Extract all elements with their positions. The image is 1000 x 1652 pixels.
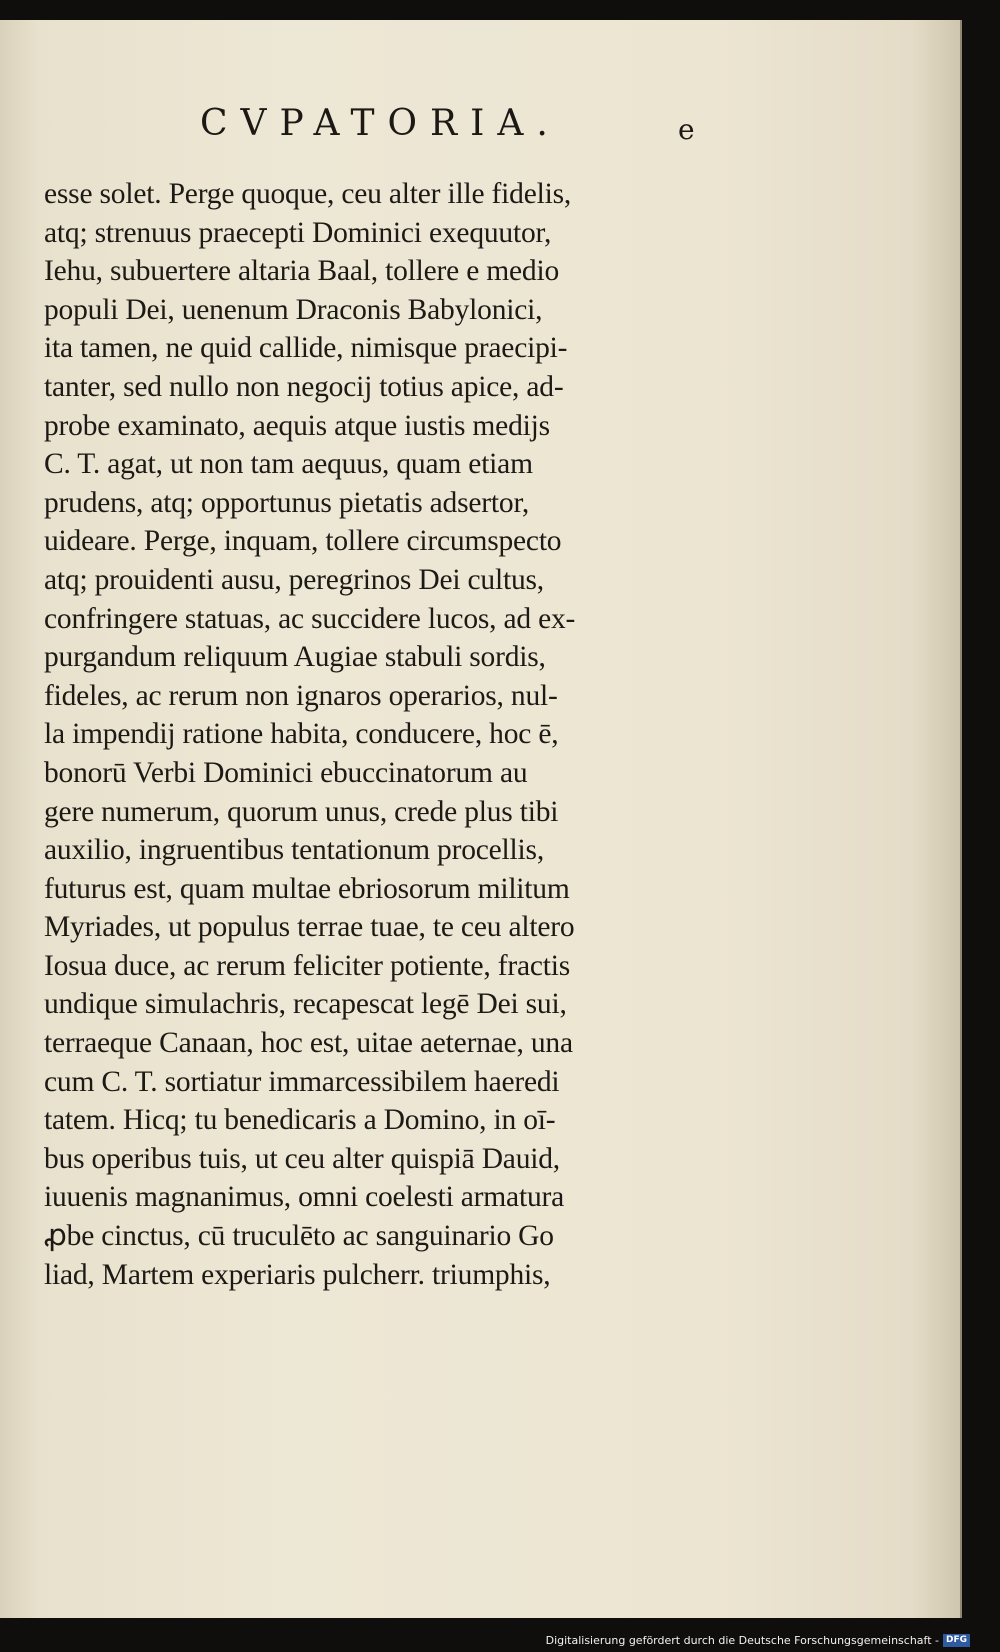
text-line: Iehu, subuertere altaria Baal, tollere e medio [44,255,560,288]
text-line: tatem. Hicq; tu benedicaris a Domino, in oī- [44,1104,556,1137]
credit-text: Digitalisierung gefördert durch die Deutsche Forschungsgemeinschaft - [545,1633,939,1647]
text-line: la impendij ratione habita, conducere, hoc ē, [44,718,559,751]
text-line: iuuenis magnanimus, omni coelesti armatura [44,1181,565,1214]
text-line: atq; strenuus praecepti Dominici exequutor, [44,216,552,249]
text-line: purgandum reliquum Augiae stabuli sordis, [44,641,546,674]
text-line: auxilio, ingruentibus tentationum procellis, [44,834,544,867]
text-line: populi Dei, uenenum Draconis Babylonici, [44,293,543,326]
digitization-credit [546,1632,970,1648]
text-line: uideare. Perge, inquam, tollere circumspecto [44,525,562,558]
folio-signature: e [678,113,695,146]
text-line: ita tamen, ne quid callide, nimisque praecipi- [44,332,568,365]
dfg-logo: DFG [943,1634,970,1647]
text-line: C. T. agat, ut non tam aequus, quam etiam [44,448,533,481]
text-line: cum C. T. sortiatur immarcessibilem haeredi [44,1065,560,1098]
text-line: fideles, ac rerum non ignaros operarios, nul- [44,679,558,712]
text-line: bus operibus tuis, ut ceu alter quispiā Dauid, [44,1142,560,1175]
text-line: atq; prouidenti ausu, peregrinos Dei cultus, [44,563,544,596]
text-line: confringere statuas, ac succidere lucos, ad ex- [44,602,576,635]
text-line: gere numerum, quorum unus, crede plus tibi [44,795,559,828]
text-line: Myriades, ut populus terrae tuae, te ceu altero [44,911,575,944]
text-line: Iosua duce, ac rerum feliciter potiente, fractis [44,949,571,982]
text-line: undique simulachris, recapescat legē Dei sui, [44,988,567,1021]
text-line: ꝓbe cinctus, cū truculēto ac sanguinario Go [44,1220,554,1253]
text-line: probe examinato, aequis atque iustis medijs [44,409,550,442]
text-line: tanter, sed nullo non negocij totius apice, ad- [44,370,564,403]
text-line: esse solet. Perge quoque, ceu alter ille fidelis, [44,178,572,210]
text-line: bonorū Verbi Dominici ebuccinatorum au [44,756,528,789]
text-line: terraeque Canaan, hoc est, uitae aeternae, una [44,1027,573,1060]
text-line: futurus est, quam multae ebriosorum militum [44,872,570,905]
text-line: liad, Martem experiaris pulcherr. triumphis, [44,1258,551,1291]
text-line: prudens, atq; opportunus pietatis adsertor, [44,486,530,519]
book-page [0,20,962,1618]
body-text [44,175,744,1295]
running-title: CVPATORIA. [200,103,561,144]
